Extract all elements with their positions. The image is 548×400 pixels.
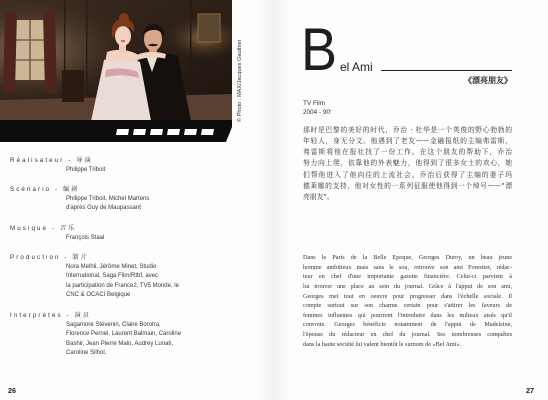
synopsis-line: 年轻人，身无分文。他遇到了老友——金融报纸的主编弗雷斯， [303, 136, 512, 145]
credit-label: Réalisateur - 导演 [10, 157, 93, 164]
credit-value: Philippe Triboit, Michel Martens [66, 196, 150, 202]
synopsis-line: 们帮他进入了他向往的上流社会。乔治后获得了主编的妻子玛 [303, 170, 512, 179]
page-number-left: 26 [8, 386, 16, 395]
synopsis-line: teur en chef d'une importante gazette financière. Celui-ci parvient à [303, 273, 512, 281]
credit-value: CNC & OCACI Belgique [66, 292, 131, 299]
credit-value: Bashir, Jean Pierre Malo, Audrey Lunati, [66, 340, 174, 347]
film-strip-decoration [0, 116, 232, 146]
synopsis-line: compte surtout sur son charme certain pour s'attirer les faveurs de [303, 302, 512, 310]
page-gutter [258, 0, 290, 400]
synopsis-line: 努力向上爬，依靠他的外表魅力，他得到了很多女士的欢心，她 [303, 159, 512, 168]
synopsis-chinese [303, 125, 512, 204]
credit-value: François Staal [66, 235, 105, 241]
synopsis-line: 那时是巴黎的美好的时代，乔治 · 杜华是一个英俊的野心勃勃的 [303, 125, 512, 134]
synopsis-line: 弗雷斯将他在报社找了一份工作。在这个朋友的帮助下，乔治 [303, 148, 512, 157]
credit-value: Philippe Triboit [66, 167, 106, 173]
credit-value: Caroline Silhol. [66, 350, 107, 357]
title-initial: B [301, 16, 338, 83]
title-chinese: 《漂亮朋友》 [464, 76, 512, 85]
credit-value: International, Saga Film/Rtbf, avec [66, 273, 159, 280]
credit-label: Interprètes - 演员 [10, 312, 92, 319]
synopsis-line: convoite. Georges bénéficie notamment de l'appui de Madeleine, [303, 321, 512, 329]
synopsis-line: Dans le Paris de la Belle Epoque, Georges Duroy, un beau jeune [303, 254, 512, 262]
synopsis-line: lui trouver une place au sein du journal. Grâce à l'appui de son ami, [303, 282, 512, 290]
credit-production [10, 253, 250, 301]
credit-value: Sagamore Stévenin, Claire Borotra, [66, 322, 161, 328]
credit-value: Florence Pernel, Laurent Balmain, Caroline [66, 331, 182, 338]
synopsis-line: homme ambitieux mais sans le sou, retrouve son ami Forestier, rédac- [303, 263, 512, 271]
credit-value: d'après Guy de Maupassant [66, 205, 141, 212]
credit-label: Production - 制片 [10, 254, 89, 261]
film-year-duration: 2004 - 90' [303, 109, 332, 116]
synopsis-line: l'épouse du rédacteur en chef du journal. Ses nombreuses conquêtes [303, 330, 512, 338]
credit-value: la participation de France2, TV5 Monde, le [66, 282, 179, 289]
credit-label: Musique - 音乐 [10, 225, 77, 232]
synopsis-line: 亮朋友”。 [303, 193, 334, 202]
synopsis-line: 德莱娜的支持，他对女性的一系列征服使他得到一个绰号——“漂 [303, 181, 512, 190]
wall-painting [198, 14, 220, 42]
synopsis-french [303, 253, 512, 349]
page-number-right: 27 [526, 386, 534, 395]
credit-screenplay [10, 185, 250, 214]
film-still-photo [0, 0, 232, 126]
credit-music [10, 224, 250, 243]
credit-value: Nora Melhli, Jérôme Minet, Studio [66, 264, 157, 270]
credit-cast [10, 311, 250, 359]
credit-label: Scénario - 编剧 [10, 186, 80, 193]
synopsis-line: femmes influentes qui pourront l'introduire dans les milieux aisés qu'il [303, 311, 512, 319]
synopsis-line: dans la haute société lui valent bientôt le surnom de «Bel Ami». [303, 340, 462, 348]
chair [62, 70, 84, 102]
film-format: TV Film [303, 99, 326, 107]
title-text: el Ami [340, 60, 373, 74]
title-rule [381, 70, 512, 71]
photo-credit: © Photo : MAX/Jacques Gauthier [237, 39, 243, 122]
credit-director [10, 156, 250, 175]
synopsis-line: Georges met tout en oeuvre pour progresser dans l'échelle sociale. Il [303, 292, 512, 300]
